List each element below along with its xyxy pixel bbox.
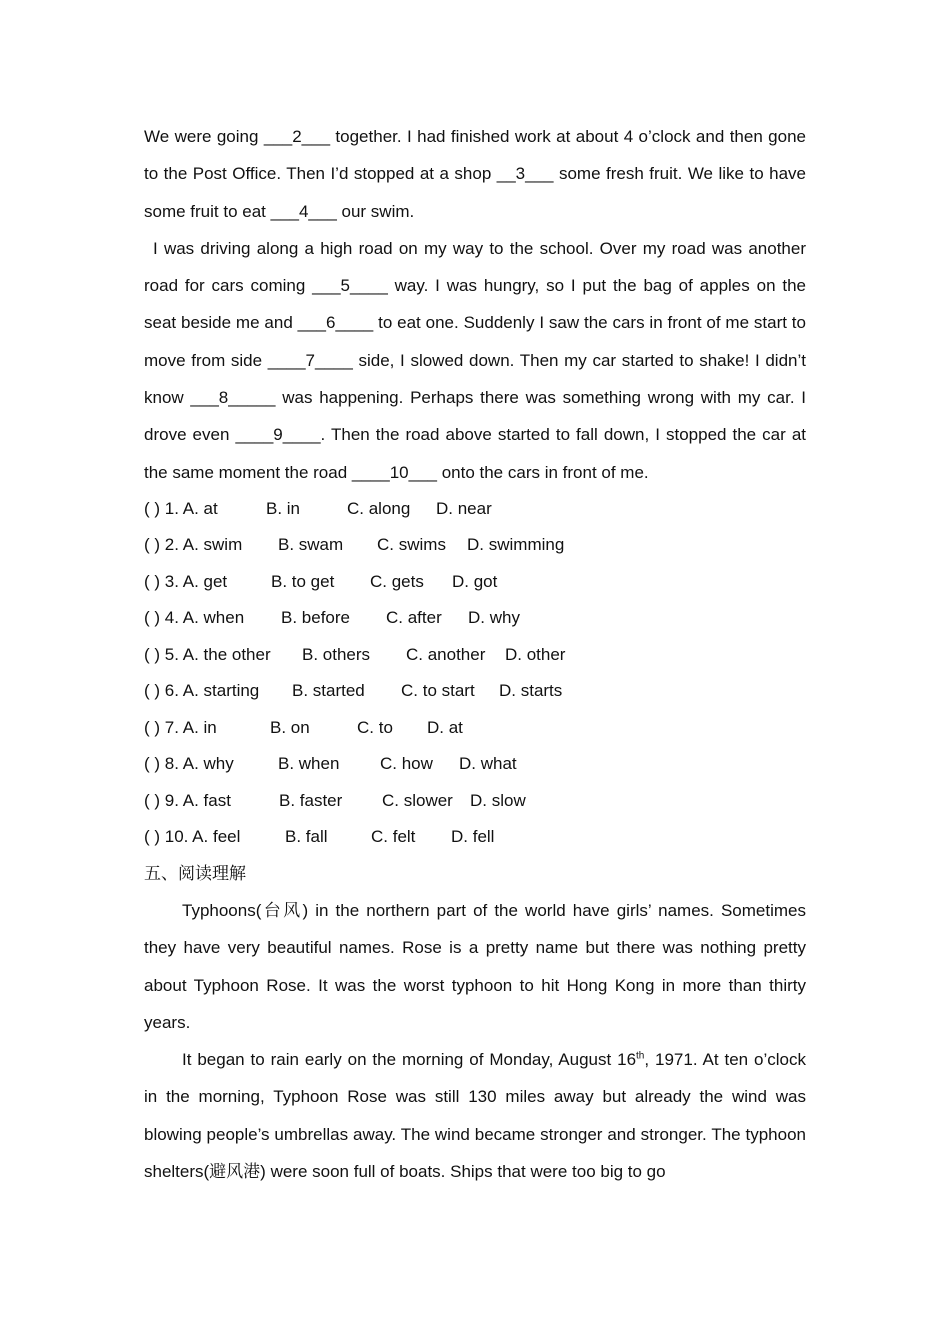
cloze-paragraph-2: I was driving along a high road on my way to the school. Over my road was another road for cars coming ___5____ way. I was hungry, so I put the bag of apples on the seat beside me and ___6____ to eat one. Suddenly I saw the cars in front of me start to move from side ____7____ side, I slowed down. Then my car started to shake! I didn’t know ___8_____ was happening. Perhaps there was something wrong with my car. I drove even ____9____. Then the road above started to fall down, I stopped the car at the same moment the road ____10___ onto the cars in front of me. [144,238,806,482]
option-d: D. why [468,608,520,628]
question-stem: ( ) 9. A. fast [144,790,231,810]
cloze-paragraph-1: We were going ___2___ together. I had finished work at about 4 o’clock and then gone to the Post Office. Then I’d stopped at a shop __3___ some fresh fruit. We like to have some fruit to eat ___4___ our swim. [144,127,806,221]
option-d: D. swimming [467,535,565,555]
option-c: C. gets [370,571,424,591]
question-4 [144,600,806,637]
option-c: C. how [380,754,433,774]
option-c: C. to start [401,681,475,701]
option-b: B. fall [285,827,328,847]
document-page [144,118,806,1190]
reading-paragraph-1: Typhoons(台风) in the northern part of the world have girls’ names. Sometimes they have very beautiful names. Rose is a pretty name but there was nothing pretty about Typhoon Rose. It was the worst typhoon to hit Hong Kong in more than thirty years. [144,900,806,1032]
option-b: B. before [281,608,350,628]
question-stem: ( ) 3. A. get [144,571,228,591]
question-7 [144,710,806,747]
question-stem: ( ) 5. A. the other [144,644,271,664]
reading-paragraph-2 [144,1041,806,1190]
option-b: B. faster [279,790,343,810]
option-d: D. starts [499,681,563,701]
ordinal-suffix: th [636,1050,645,1062]
question-stem: ( ) 1. A. at [144,498,218,518]
option-c: C. swims [377,535,446,555]
option-d: D. at [427,717,463,737]
section-heading: 五、阅读理解 [144,863,246,884]
option-b: B. started [292,681,365,701]
question-2 [144,527,806,564]
option-d: D. what [459,754,517,774]
question-9 [144,783,806,820]
option-c: C. after [386,608,442,628]
option-b: B. when [278,754,340,774]
option-d: D. other [505,644,566,664]
option-c: C. felt [371,827,416,847]
option-d: D. near [436,498,492,518]
option-c: C. slower [382,790,453,810]
option-d: D. slow [470,790,526,810]
option-b: B. on [270,717,310,737]
question-3 [144,564,806,601]
question-list [144,491,806,856]
question-stem: ( ) 8. A. why [144,754,234,774]
question-10 [144,819,806,856]
question-stem: ( ) 4. A. when [144,608,245,628]
option-c: C. another [406,644,486,664]
question-6 [144,673,806,710]
question-stem: ( ) 2. A. swim [144,535,243,555]
option-b: B. others [302,644,371,664]
option-c: C. along [347,498,411,518]
reading-paragraph-2-rest: , 1971. At ten o’clock in the morning, Typhoon Rose was still 130 miles away but already the wind was blowing people’s umbrellas away. The wind became stronger and stronger. The typhoon shelters(避风港) were soon full of boats. Ships that were too big to go [144,1050,806,1182]
question-stem: ( ) 6. A. starting [144,681,260,701]
option-c: C. to [357,717,393,737]
reading-paragraph-2-start: It began to rain early on the morning of Monday, August 16 [182,1050,637,1070]
question-stem: ( ) 10. A. feel [144,827,241,847]
option-d: D. fell [451,827,495,847]
question-1 [144,491,806,528]
option-b: B. to get [271,571,335,591]
option-d: D. got [452,571,498,591]
option-b: B. in [266,498,301,518]
question-5 [144,637,806,674]
question-stem: ( ) 7. A. in [144,717,217,737]
option-b: B. swam [278,535,344,555]
question-8 [144,746,806,783]
